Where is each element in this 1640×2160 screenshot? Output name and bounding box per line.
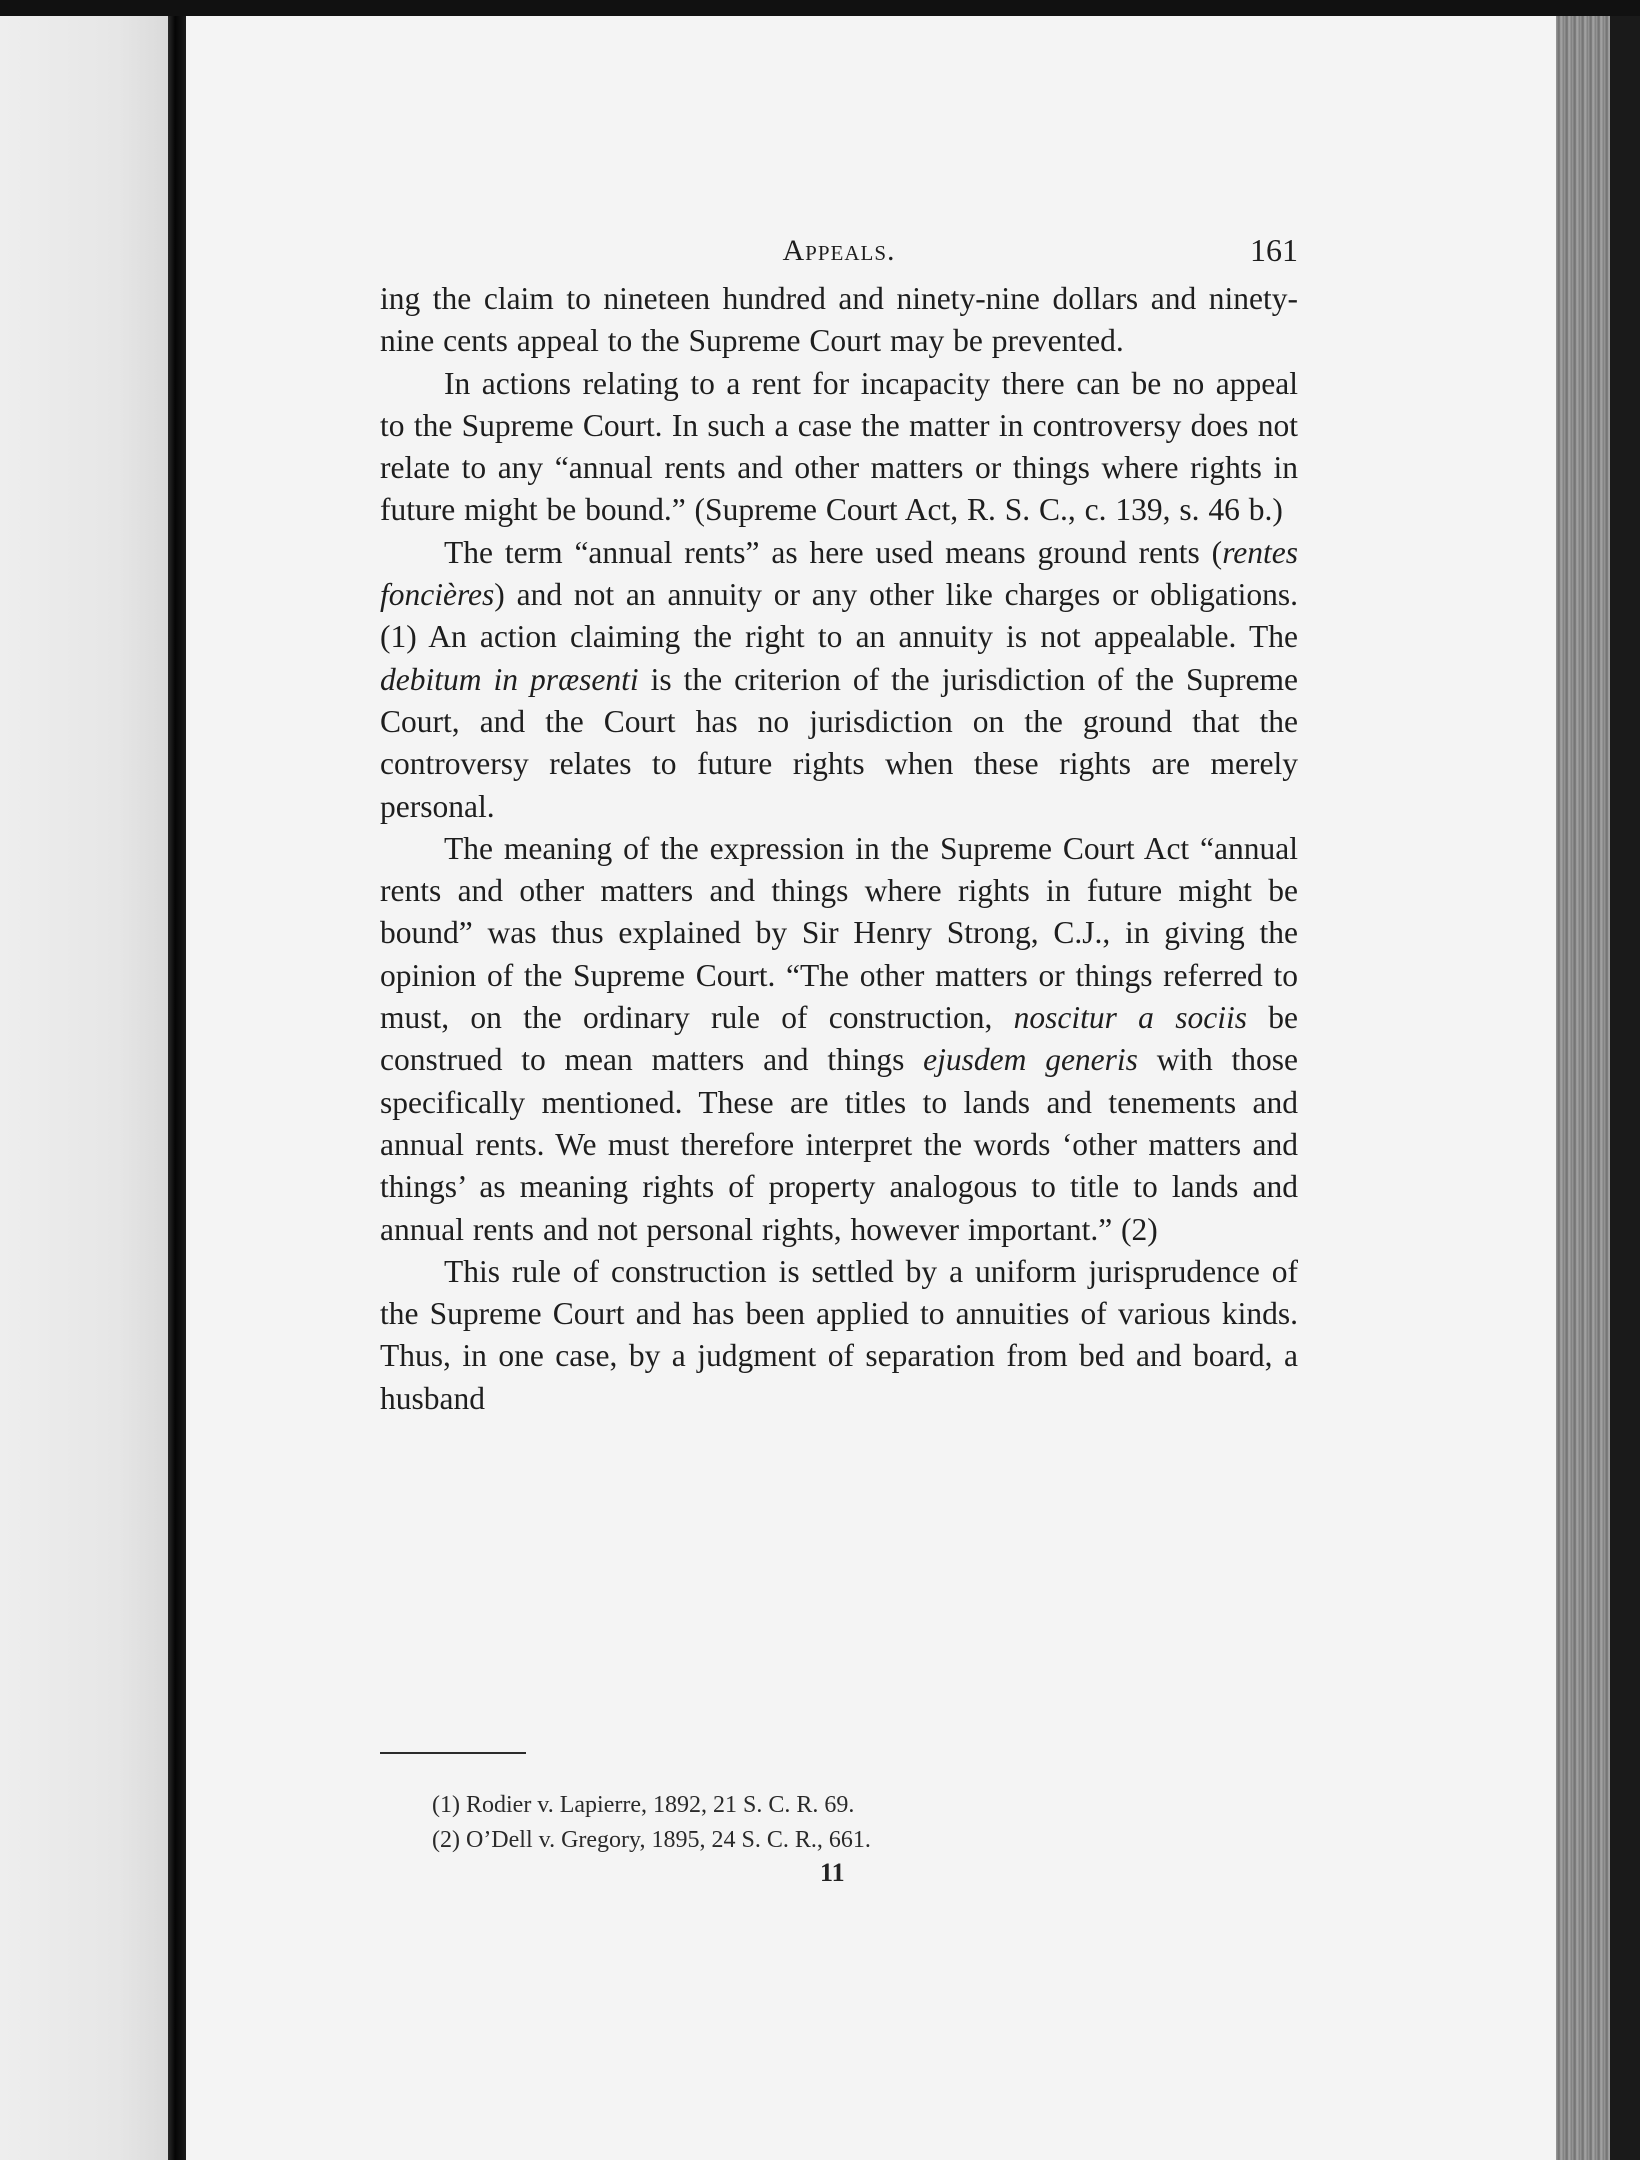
- page-number: 161: [1250, 232, 1298, 268]
- running-title: Appeals.: [782, 234, 896, 267]
- paragraph-3-text-3: is the criterion of the jurisdiction of the Supreme Court, and the Court has no jurisdiction on the ground that the controversy relates to future rights when these rights are merely personal.: [380, 661, 1298, 824]
- paragraph-3: [380, 532, 1298, 828]
- paragraph-4-latin-term-1: noscitur a sociis: [1013, 1000, 1247, 1036]
- paragraph-3-latin-term-1: rentes foncières: [380, 534, 1298, 613]
- book-gutter: [168, 16, 186, 2160]
- footnote-rule: [380, 1752, 526, 1754]
- paragraph-4-text-3: with those specifically mentioned. These are titles to lands and tenements and annual rents. We must therefore interpret the words ‘other matters and things’ as meaning rights of property analogous to title to lands and annual rents and not personal rights, however important.” (2): [380, 1042, 1299, 1247]
- footnote-1: (1) Rodier v. Lapierre, 1892, 21 S. C. R. 69.: [432, 1792, 855, 1818]
- paragraph-3-text-1: The term “annual rents” as here used means ground rents (: [444, 534, 1223, 570]
- facing-page-edge: [0, 16, 168, 2160]
- paragraph-4-text-1: The meaning of the expression in the Supreme Court Act “annual rents and other matters and things where rights in future might be bound” was thus explained by Sir Henry Strong, C.J., in giving the opinion of the Supreme Court. “The other matters or things referred to must, on the ordinary rule of construction,: [380, 830, 1298, 1036]
- paragraph-4-latin-term-2: ejusdem generis: [923, 1042, 1138, 1078]
- signature-mark: 11: [820, 1858, 845, 1887]
- body-text: [380, 278, 1298, 1420]
- scan-top-edge: [0, 0, 1640, 16]
- paragraph-2: In actions relating to a rent for incapacity there can be no appeal to the Supreme Court. In such a case the matter in controversy does not relate to any “annual rents and other matters or things where rights in future might be bound.” (Supreme Court Act, R. S. C., c. 139, s. 46 b.): [380, 365, 1298, 528]
- page-stack-edge: [1556, 16, 1640, 2160]
- paragraph-3-latin-term-2: debitum in præsenti: [380, 661, 639, 697]
- footnotes: [432, 1788, 1292, 1858]
- paragraph-1: ing the claim to nineteen hundred and ninety-nine dollars and ninety-nine cents appeal to the Supreme Court may be prevented.: [380, 281, 1298, 359]
- paragraph-4: [380, 828, 1298, 1251]
- text-block: [380, 222, 1298, 1420]
- paragraph-3-text-2: ) and not an annuity or any other like charges or obligations. (1) An action claiming the right to an annuity is not appealable. The: [380, 577, 1298, 655]
- footnote-2: (2) O’Dell v. Gregory, 1895, 24 S. C. R., 661.: [432, 1827, 871, 1853]
- running-head: [380, 222, 1298, 278]
- paragraph-4-text-2: be construed to mean matters and things: [380, 1000, 1298, 1078]
- paragraph-5: This rule of construction is settled by a uniform jurisprudence of the Supreme Court and has been applied to annuities of various kinds. Thus, in one case, by a judgment of separation from bed and board, a husband: [380, 1253, 1298, 1416]
